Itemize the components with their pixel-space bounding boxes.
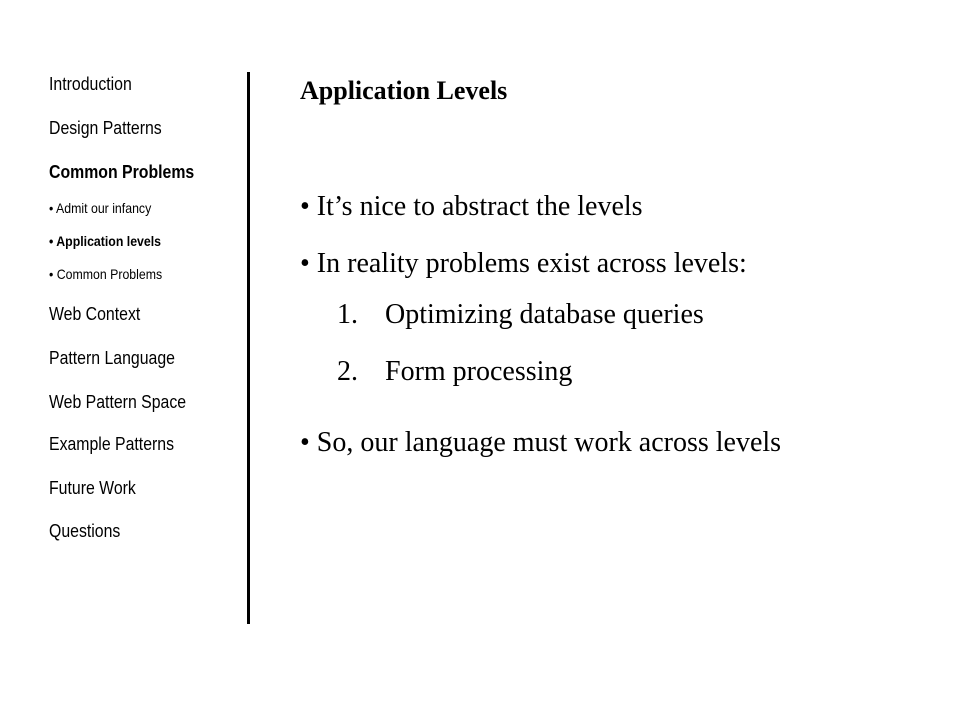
nav-item-design-patterns[interactable]: Design Patterns bbox=[49, 118, 162, 138]
numbered-item bbox=[337, 299, 704, 331]
sidebar-nav bbox=[49, 0, 249, 720]
nav-item-future-work[interactable]: Future Work bbox=[49, 478, 136, 498]
bullet-item: • It’s nice to abstract the levels bbox=[300, 191, 643, 222]
nav-sub-admit-our-infancy[interactable]: • Admit our infancy bbox=[49, 200, 152, 216]
numbered-item bbox=[337, 356, 572, 388]
nav-item-questions[interactable]: Questions bbox=[49, 521, 121, 541]
nav-item-common-problems[interactable]: Common Problems bbox=[49, 162, 195, 182]
nav-item-example-patterns[interactable]: Example Patterns bbox=[49, 434, 175, 454]
nav-item-web-pattern-space[interactable]: Web Pattern Space bbox=[49, 392, 187, 412]
nav-sub-application-levels[interactable]: • Application levels bbox=[49, 233, 162, 249]
nav-item-introduction[interactable]: Introduction bbox=[49, 74, 132, 94]
nav-sub-common-problems[interactable]: • Common Problems bbox=[49, 266, 163, 282]
slide-title: Application Levels bbox=[300, 76, 508, 105]
bullet-item: • So, our language must work across levels bbox=[300, 427, 782, 458]
item-text: Form processing bbox=[385, 356, 573, 387]
item-text: Optimizing database queries bbox=[385, 299, 704, 330]
bullet-item: • In reality problems exist across levels: bbox=[300, 248, 747, 279]
nav-item-web-context[interactable]: Web Context bbox=[49, 304, 141, 324]
item-number: 2. bbox=[337, 356, 358, 387]
vertical-divider bbox=[247, 72, 250, 624]
item-number: 1. bbox=[337, 299, 358, 330]
nav-item-pattern-language[interactable]: Pattern Language bbox=[49, 348, 175, 368]
